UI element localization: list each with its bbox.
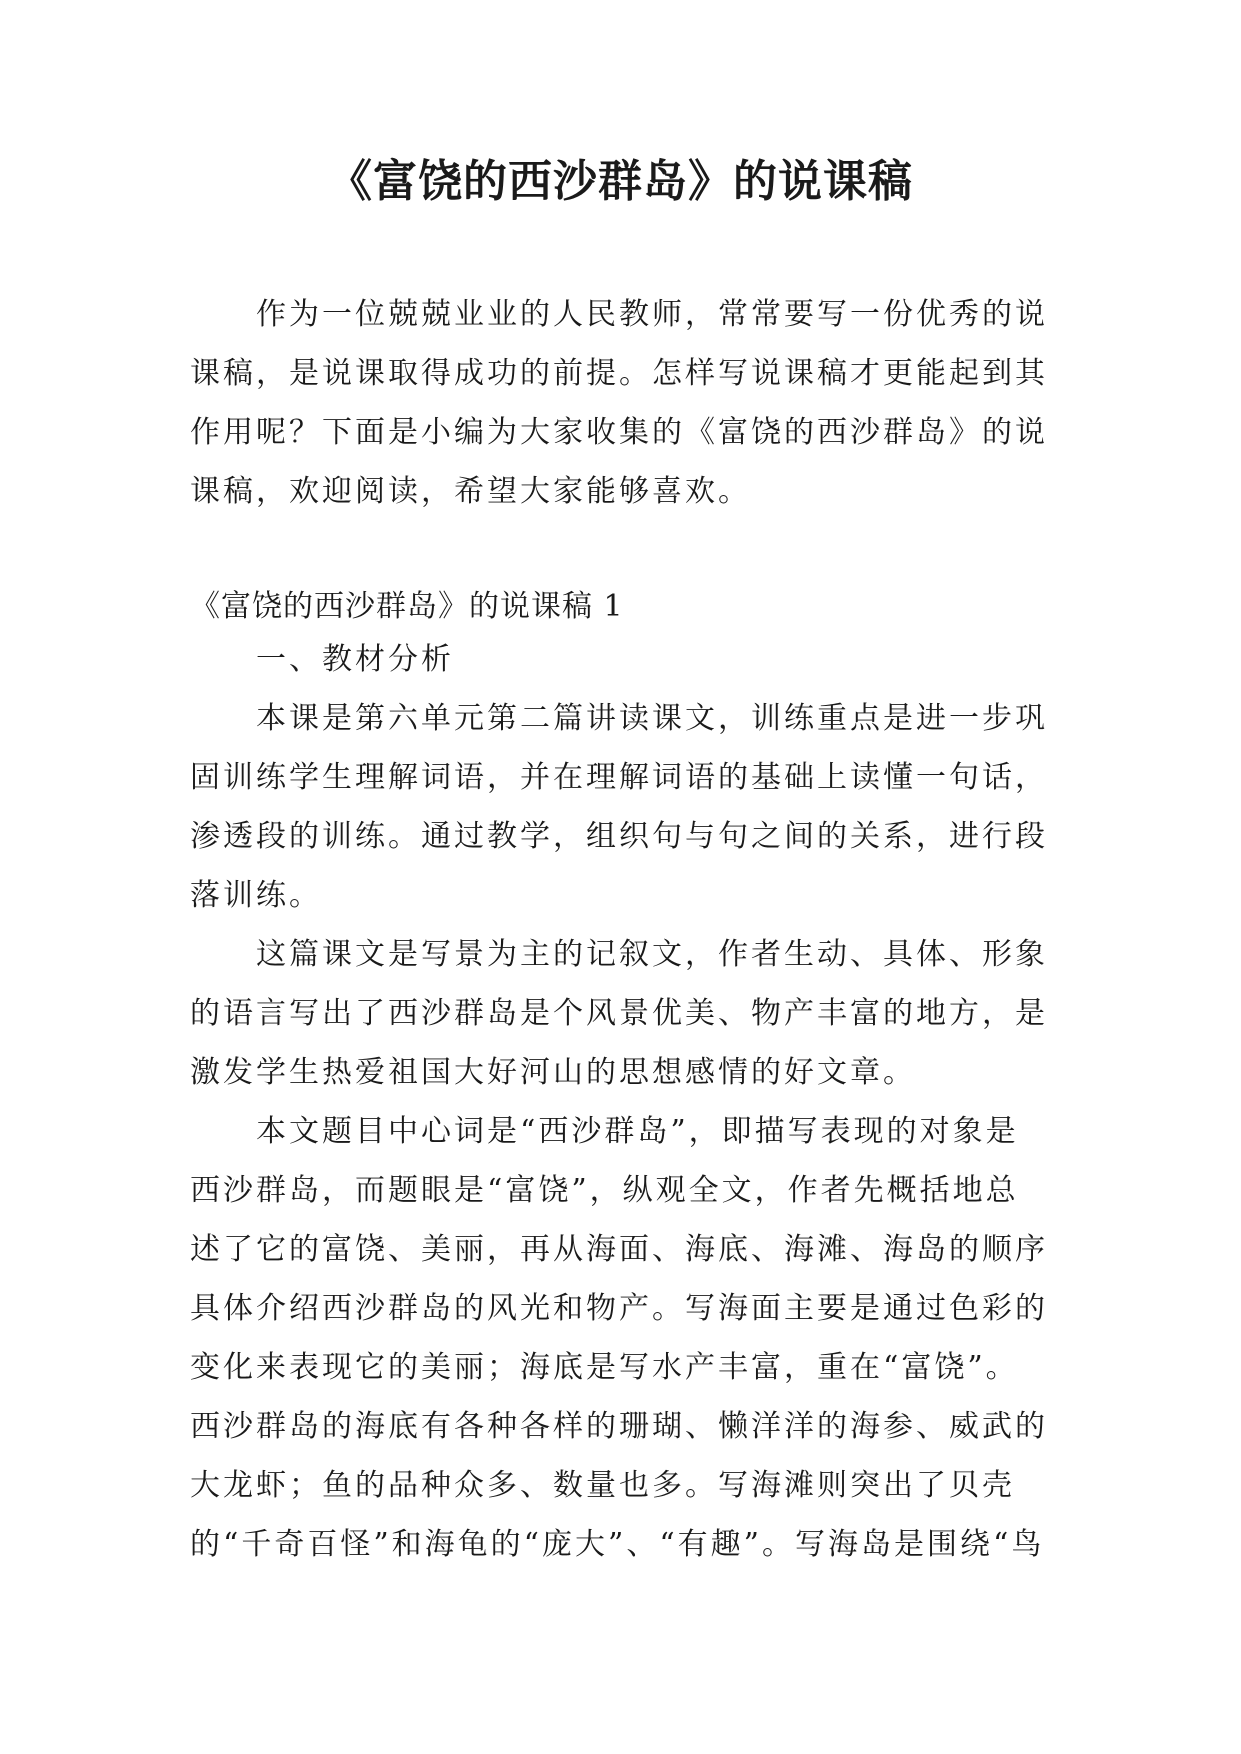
body-paragraph: 本文题目中心词是“西沙群岛”，即描写表现的对象是西沙群岛，而题眼是“富饶”，纵观全文，作者先概括地总述了它的富饶、美丽，再从海面、海底、海滩、海岛的顺序具体介绍西沙群岛的风光和物产。写海面主要是通过色彩的变化来表现它的美丽；海底是写水产丰富，重在“富饶”。西沙群岛的海底有各种各样的珊瑚、懒洋洋的海参、威武的大龙虾；鱼的品种众多、数量也多。写海滩则突出了贝壳的“千奇百怪”和海龟的“庞大”、“有趣”。写海岛是围绕“鸟 [190, 1114, 1048, 1562]
document-title: 《富饶的西沙群岛》的说课稿 [328, 156, 913, 207]
section-title: 《富饶的西沙群岛》的说课稿 1 [190, 589, 624, 624]
intro-paragraph: 作为一位兢兢业业的人民教师，常常要写一份优秀的说课稿，是说课取得成功的前提。怎样写说课稿才更能起到其作用呢？下面是小编为大家收集的《富饶的西沙群岛》的说课稿，欢迎阅读，希望大家能够喜欢。 [190, 297, 1048, 509]
intro-block [190, 285, 1050, 521]
body-paragraph: 这篇课文是写景为主的记叙文，作者生动、具体、形象的语言写出了西沙群岛是个风景优美、物产丰富的地方，是激发学生热爱祖国大好河山的思想感情的好文章。 [190, 937, 1048, 1090]
body-paragraph: 本课是第六单元第二篇讲读课文，训练重点是进一步巩固训练学生理解词语，并在理解词语的基础上读懂一句话，渗透段的训练。通过教学，组织句与句之间的关系，进行段落训练。 [190, 701, 1048, 913]
content-block [190, 630, 1050, 1574]
section-heading: 一、教材分析 [256, 642, 454, 677]
